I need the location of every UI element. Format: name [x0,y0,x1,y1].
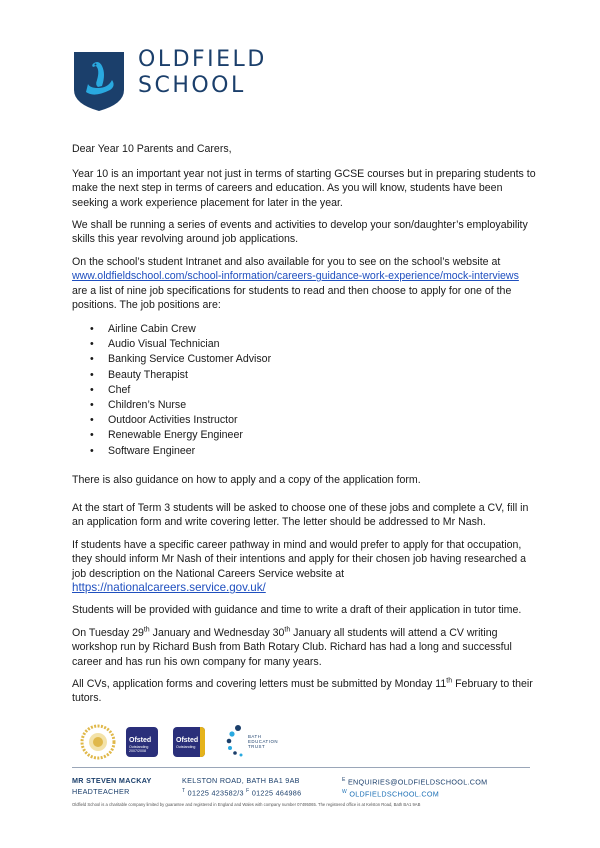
ordinal-suffix: th [446,677,453,685]
paragraph-term3: At the start of Term 3 students will be asked to choose one of these jobs and complete a CV, fill in an application form and write covering letter. The letter should be addressed to Mr Nash. [72,501,529,529]
bet-line: TRUST [248,744,266,750]
job-positions-list [72,322,540,459]
paragraph-job-specs [72,255,540,313]
bath-education-trust-wordmark [248,734,278,750]
list-item: • Outdoor Activities Instructor [90,413,540,428]
paragraph-guidance: There is also guidance on how to apply and a copy of the application form. [72,473,421,486]
paragraph-cv-workshop [72,626,540,670]
list-item: • Audio Visual Technician [90,337,540,352]
workshop-text-a: On Tuesday 29 [72,626,144,639]
ordinal-suffix: th [284,625,291,633]
paragraph-career-pathway [72,538,540,596]
ofsted-label: Ofsted [176,737,199,744]
telephone: 01225 423582/3 [187,788,244,798]
school-name-line2: SCHOOL [138,73,246,98]
paragraph-deadline [72,677,540,706]
salutation: Dear Year 10 Parents and Carers, [72,143,232,155]
workshop-text-b: January and Wednesday 30 [149,626,285,639]
national-careers-link[interactable]: https://nationalcareers.service.gov.uk/ [72,581,266,595]
letter-body [72,142,540,713]
headteacher-title: HEADTEACHER [72,787,130,796]
list-item: • Banking Service Customer Advisor [90,352,540,367]
bath-education-trust-icon [224,724,246,758]
list-item: • Chef [90,383,540,398]
ofsted-badge [126,727,158,757]
list-item: • Airline Cabin Crew [90,322,540,337]
swan-crest-icon [72,50,126,112]
tel-label: T [182,788,186,794]
deadline-text-a: All CVs, application forms and covering letters must be submitted by Monday 11 [72,677,447,690]
ofsted-badge [173,727,205,757]
ofsted-label: Ofsted [129,737,152,744]
footer-address [182,775,301,798]
arts-council-award-icon [78,722,118,762]
list-item: • Renewable Energy Engineer [90,428,540,443]
job-specs-rest: are a list of nine job specifications for students to read and then choose to apply for one of the positions. The job positions are: [72,284,512,312]
email-label: E [342,777,346,783]
deadline-text-b: February to their tutors. [72,677,533,705]
list-item: • Beauty Therapist [90,368,540,383]
fax: 01225 464986 [251,788,302,798]
bet-line: BATH [248,734,262,739]
school-name-line1: OLDFIELD [138,47,267,72]
footer-headteacher [72,775,152,797]
workshop-text-c: January all students will attend a CV writing workshop run by Richard Bush from Bath Rotary Club. Richard has had a long and successful career and has run his own company for many years. [72,626,512,668]
paragraph-employability: We shall be running a series of events and activities to develop your son/daughter’s employability skills this year revolving around job applications. [72,218,528,246]
school-wordmark [138,47,267,99]
paragraph-intro: Year 10 is an important year not just in terms of starting GCSE courses but in preparing students to make the next step in terms of careers and education. As you will know, students have been seeking a work experience placement for later in the year. [72,167,536,209]
website-link[interactable]: OLDFIELDSCHOOL.COM [349,789,440,799]
mock-interviews-link[interactable]: www.oldfieldschool.com/school-information/careers-guidance-work-experience/mock-interviews [72,270,519,283]
web-label: W [342,789,348,796]
paragraph-tutor-time: Students will be provided with guidance and time to write a draft of their application in tutor time. [72,604,522,617]
bet-line: EDUCATION [248,739,279,745]
headteacher-name: MR STEVEN MACKAY [72,776,152,785]
ordinal-suffix: th [143,625,150,633]
career-pathway-text: If students have a specific career pathway in mind and would prefer to apply for that occupation, they should inform Mr Nash of their intentions and apply for their chosen job having researched a job description on the National Careers Service website at [72,538,527,580]
school-address: KELSTON ROAD, BATH BA1 9AB [182,776,300,785]
footer-contact [342,775,487,800]
email-link[interactable]: ENQUIRIES@OLDFIELDSCHOOL.COM [347,777,488,787]
legal-notice: Oldfield School is a charitable company limited by guarantee and registered in England and Wales with company number 07495065. The registered office is at Kelston Road, Bath BA1 9AB [72,802,421,807]
ofsted-sub: Outstanding [176,745,196,749]
job-specs-intro: On the school’s student Intranet and also available for you to see on the school’s website at [72,255,501,268]
ofsted-sub: Outstanding 2007/2008 [129,745,149,753]
list-item: • Software Engineer [90,444,540,459]
fax-label: F [246,788,250,794]
footer-divider [72,767,530,768]
list-item: • Children’s Nurse [90,398,540,413]
